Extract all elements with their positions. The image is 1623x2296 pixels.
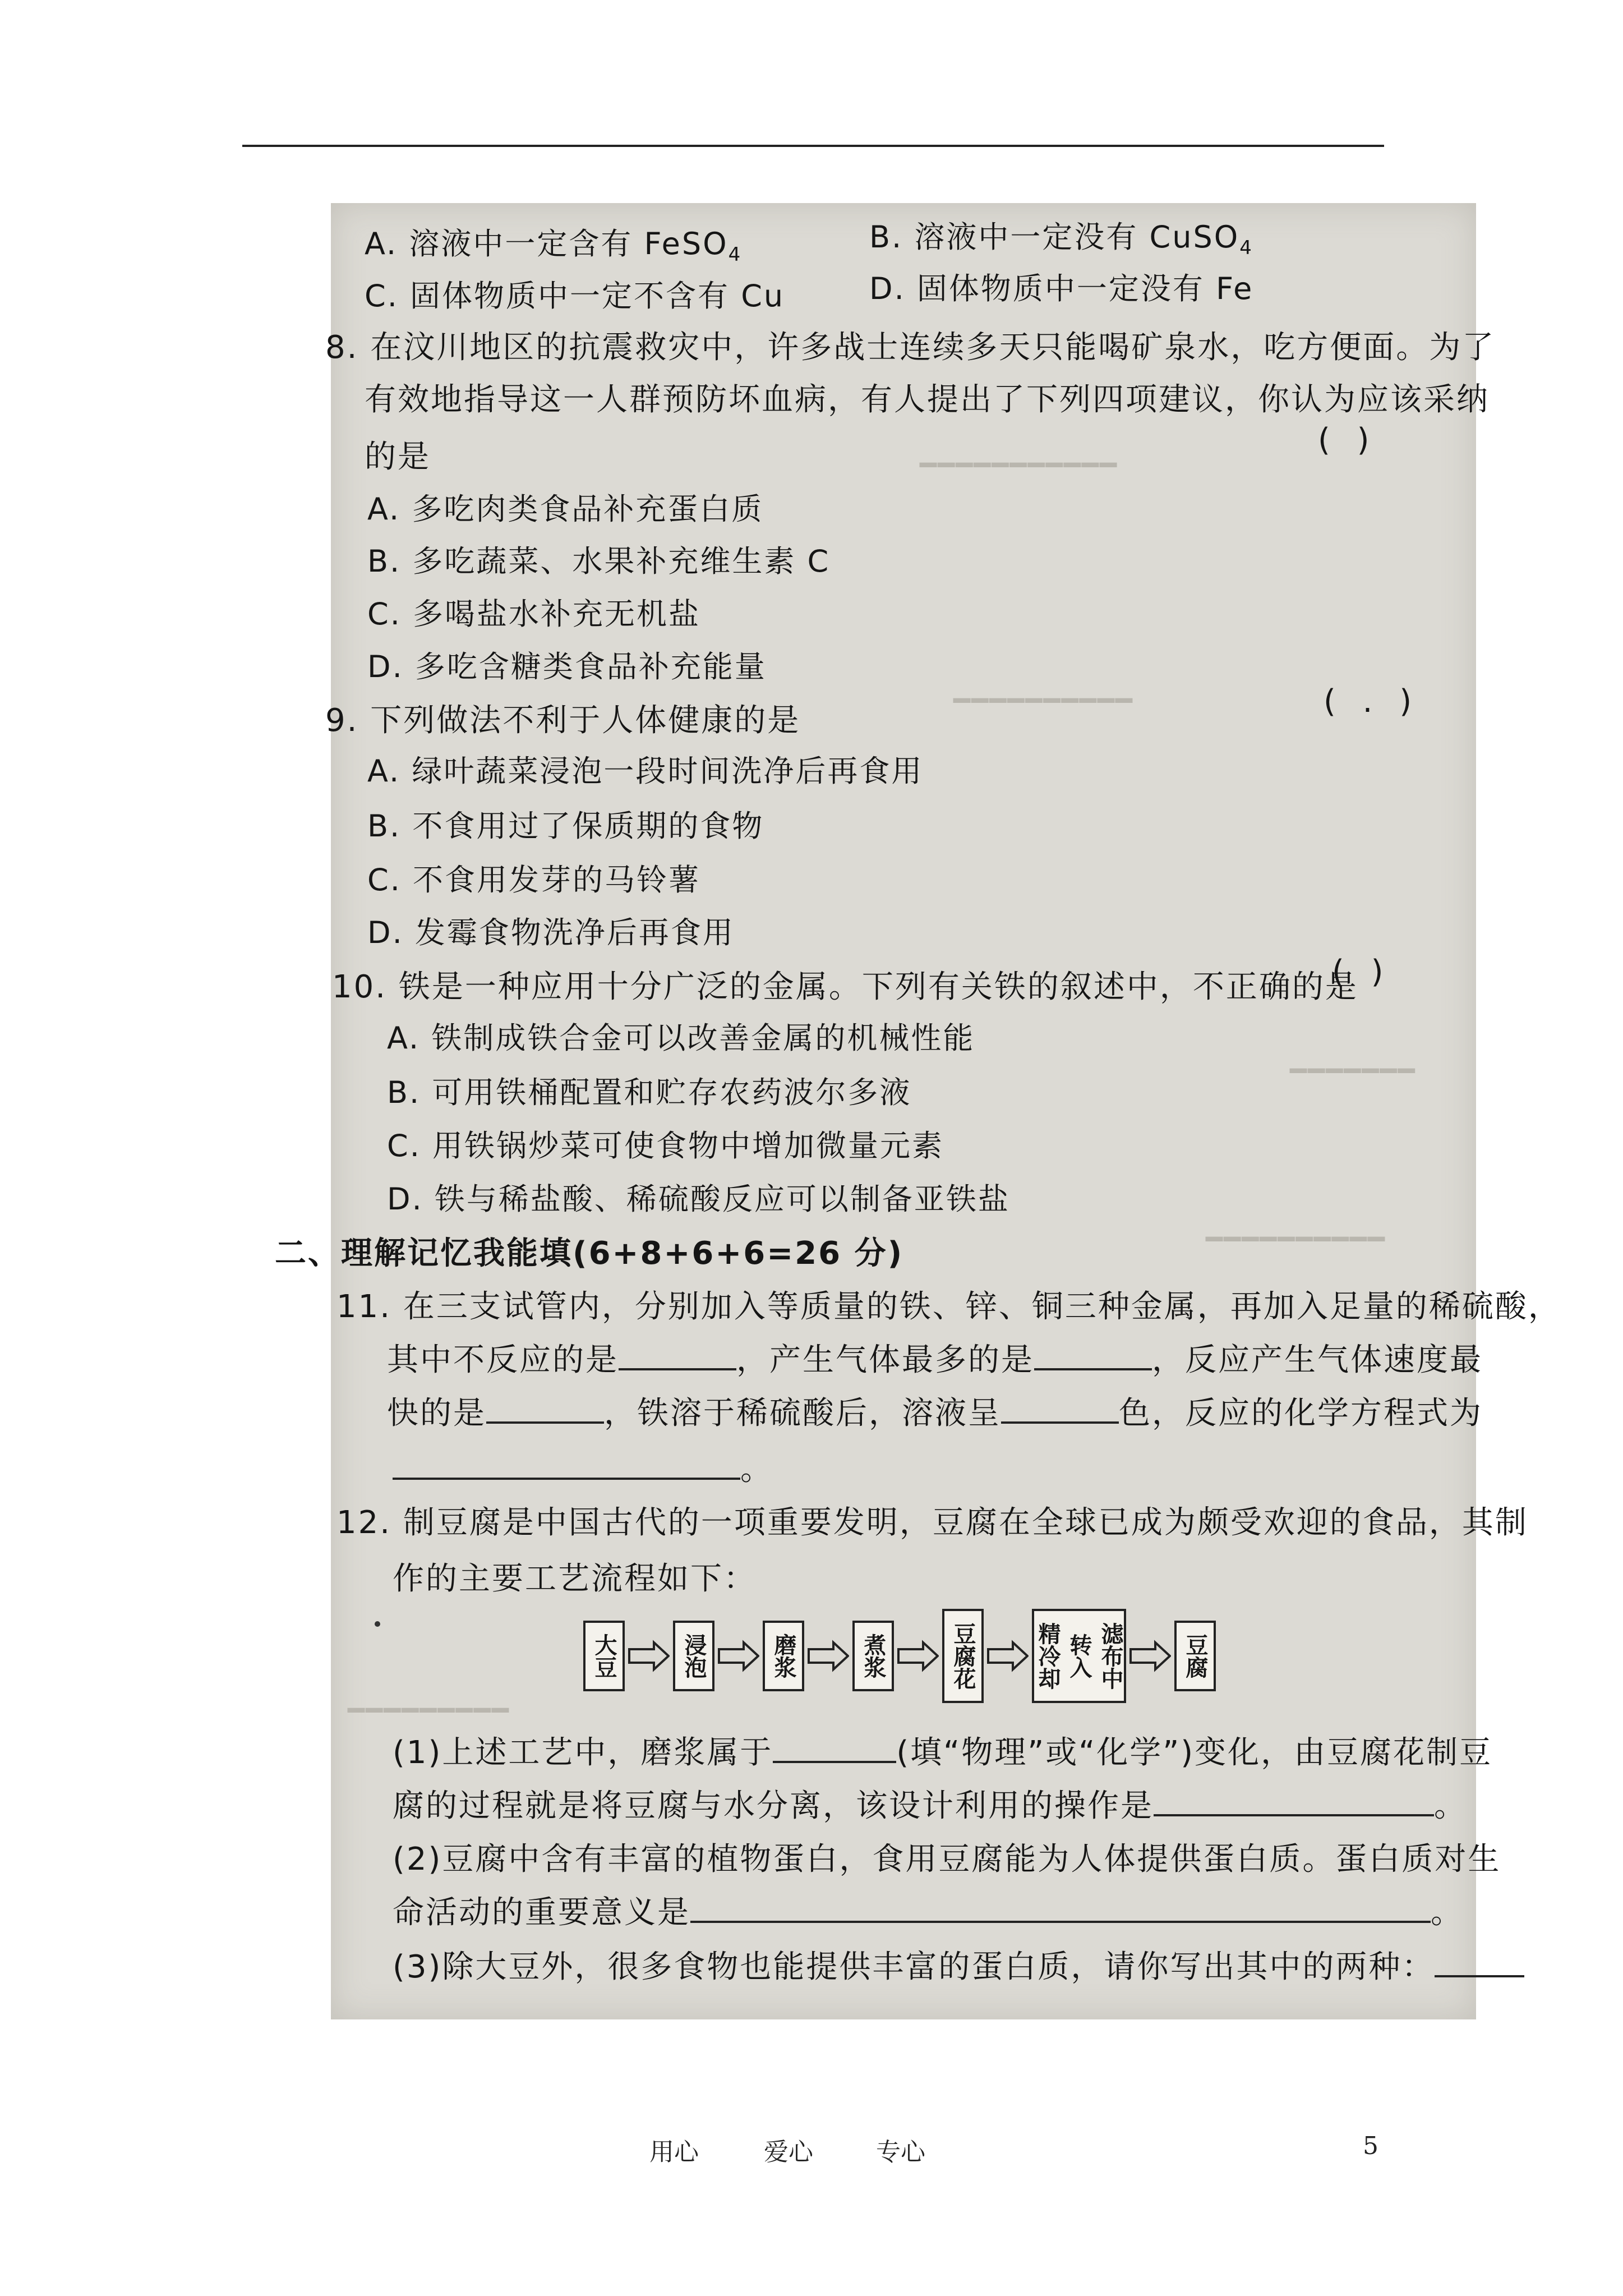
flow-step-grind: 磨浆 (763, 1621, 804, 1691)
q7-option-b: B. 溶液中一定没有 CuSO$_4$ (869, 219, 1253, 259)
q8-answer-bracket: ( ) (1318, 422, 1370, 458)
q8-option-d: D. 多吃含糖类食品补充能量 (367, 649, 767, 684)
q10-option-d: D. 铁与稀盐酸、稀硫酸反应可以制备亚铁盐 (387, 1181, 1010, 1217)
bleed-through-mark: ━━━━━━━━━━ (953, 684, 1134, 717)
flow-arrow (1129, 1639, 1171, 1673)
q12-sub3-line: (3)除大豆外，很多食物也能提供丰富的蛋白质，请你写出其中的两种： (393, 1942, 1524, 1987)
q9-option-a: A. 绿叶蔬菜浸泡一段时间洗净后再食用 (367, 753, 924, 789)
q11-stem-line-2: 其中不反应的是 ，产生气体最多的是 ，反应产生气体速度最 (387, 1335, 1483, 1380)
flow-arrow (808, 1639, 849, 1673)
q12-sub1-line-1: (1)上述工艺中，磨浆属于 (填“物理”或“化学”)变化，由豆腐花制豆 (393, 1728, 1492, 1773)
q9-option-d: D. 发霉食物洗净后再食用 (367, 915, 735, 950)
flow-step-tofu: 豆腐 (1174, 1621, 1216, 1691)
q11-stem-line-3: 快的是 ，铁溶于稀硫酸后，溶液呈 色，反应的化学方程式为 (387, 1388, 1483, 1433)
flow-step-boil: 煮浆 (852, 1621, 894, 1691)
bleed-through-mark: ━━━━━━━ (1290, 1055, 1416, 1087)
bleed-through-mark: ━━━━━━━━━━━ (920, 449, 1118, 481)
q11-blank-no-reaction[interactable] (619, 1340, 736, 1370)
q11-stem-line-1: 11. 在三支试管内，分别加入等质量的铁、锌、铜三种金属，再加入足量的稀硫酸， (336, 1289, 1561, 1325)
q12-blank-operation[interactable] (1154, 1786, 1434, 1816)
flow-arrow (897, 1639, 939, 1673)
q11-blank-most-gas[interactable] (1034, 1340, 1152, 1370)
q12-sub2-line-1: (2)豆腐中含有丰富的植物蛋白，食用豆腐能为人体提供蛋白质。蛋白质对生 (393, 1841, 1501, 1878)
q9-stem: 9. 下列做法不利于人体健康的是 (325, 702, 801, 739)
q8-stem-line-2: 有效地指导这一人群预防坏血病，有人提出了下列四项建议，你认为应该采纳 (365, 381, 1490, 418)
q8-option-b: B. 多吃蔬菜、水果补充维生素 C (367, 544, 831, 579)
header-rule (242, 145, 1384, 147)
q12-blank-protein-importance[interactable] (690, 1893, 1431, 1923)
q10-answer-bracket: ( ) (1332, 954, 1384, 990)
flow-step-tofu-curd: 豆腐花 (942, 1609, 984, 1703)
q12-sub1-line-2: 腐的过程就是将豆腐与水分离，该设计利用的操作是 。 (393, 1781, 1467, 1826)
footer-motto-3: 专心 (876, 2138, 925, 2166)
flow-step-cool-filter: 精冷却 转入 滤布中 (1032, 1609, 1126, 1703)
q8-option-a: A. 多吃肉类食品补充蛋白质 (367, 491, 764, 527)
flow-step-soak: 浸泡 (673, 1621, 714, 1691)
q10-stem: 10. 铁是一种应用十分广泛的金属。下列有关铁的叙述中，不正确的是 (332, 969, 1358, 1005)
section-2-title: 二、理解记忆我能填(6+8+6+6=26 分) (275, 1235, 904, 1272)
q10-option-c: C. 用铁锅炒菜可使食物中增加微量元素 (387, 1128, 944, 1163)
q10-option-b: B. 可用铁桶配置和贮存农药波尔多液 (387, 1075, 912, 1110)
q9-option-b: B. 不食用过了保质期的食物 (367, 808, 764, 844)
footer-motto-1: 用心 (649, 2138, 699, 2166)
q8-option-c: C. 多喝盐水补充无机盐 (367, 596, 701, 632)
bleed-through-mark: ━━━━━━━━━ (348, 1694, 510, 1727)
stray-dot (375, 1621, 380, 1627)
q12-blank-change-type[interactable] (773, 1733, 896, 1763)
q9-answer-bracket: ( . ) (1324, 683, 1412, 720)
flow-step-soybean: 大豆 (583, 1621, 625, 1691)
q11-blank-equation[interactable] (393, 1450, 740, 1480)
tofu-process-flow (583, 1609, 1216, 1703)
flow-arrow (987, 1639, 1029, 1673)
q7-option-d: D. 固体物质中一定没有 Fe (869, 271, 1254, 306)
q7-option-c: C. 固体物质中一定不含有 Cu (365, 278, 785, 314)
q9-option-c: C. 不食用发芽的马铃薯 (367, 862, 701, 898)
q12-stem-line-2: 作的主要工艺流程如下： (393, 1561, 757, 1597)
flow-arrow (628, 1639, 670, 1673)
q12-stem-line-1: 12. 制豆腐是中国古代的一项重要发明，豆腐在全球已成为颇受欢迎的食品，其制 (336, 1504, 1528, 1541)
q11-stem-line-4: 。 (393, 1444, 773, 1489)
q10-option-a: A. 铁制成铁合金可以改善金属的机械性能 (387, 1020, 975, 1056)
flow-arrow (718, 1639, 759, 1673)
q11-blank-solution-color[interactable] (1001, 1393, 1119, 1424)
footer-motto-2: 爱心 (764, 2138, 813, 2166)
q8-stem-line-3: 的是 (365, 439, 431, 475)
q12-blank-protein-foods[interactable] (1435, 1947, 1524, 1977)
q7-option-a: A. 溶液中一定含有 FeSO$_4$ (365, 226, 743, 266)
page-number: 5 (1363, 2132, 1378, 2160)
bleed-through-mark: ━━━━━━━━━━ (1206, 1223, 1386, 1255)
q11-blank-fastest[interactable] (486, 1393, 604, 1424)
q8-stem-line-1: 8. 在汶川地区的抗震救灾中，许多战士连续多天只能喝矿泉水，吃方便面。为了 (325, 329, 1496, 366)
q12-sub2-line-2: 命活动的重要意义是 。 (393, 1888, 1464, 1932)
